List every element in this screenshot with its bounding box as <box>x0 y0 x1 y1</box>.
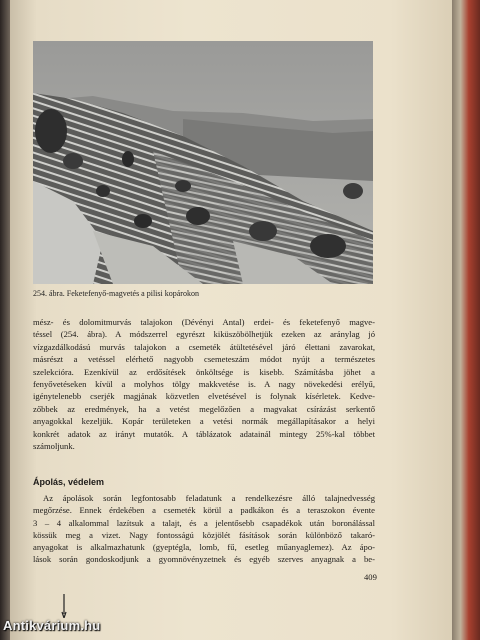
figure-caption: 254. ábra. Feketefenyő-magvetés a pilisi kopárokon <box>33 289 199 298</box>
paragraph-line: fenyővetéseken kívül a molyhos tölgy makkvetése is. A nagy növekedési erélyű, <box>33 379 375 390</box>
paragraph-line: igénytelenebb cserjék magjának közvetlen elvetésével is folynak kísérletek. Kedve- <box>33 391 375 402</box>
watermark: Antikvárium.hu <box>3 618 101 633</box>
paragraph-line: lások során gondoskodjunk a gyomnövényzetnek és egyéb szerves anyagnak a be- <box>33 554 375 565</box>
paragraph-1 <box>33 316 375 452</box>
paragraph-line: Az ápolások során legfontosabb feladatunk a rendelkezésre álló talajnedvesség <box>43 493 375 503</box>
page-number: 409 <box>364 572 377 582</box>
section-heading: Ápolás, védelem <box>33 477 105 487</box>
paragraph-line: 3 – 4 alkalommal lazítsuk a talajt, és a jelentősebb csapadékok után boronálással <box>33 517 375 528</box>
paragraph-line: zőbbek az eredmények, ha a vetést megelőzően a magvakat csírázást serkentő <box>33 403 375 414</box>
paragraph-line: anyagokat is alkalmazhatunk (gyeptégla, lomb, fű, esetleg műanyaglemez). Az ápo- <box>33 542 375 553</box>
paragraph-line: anyagokkal kezeljük. Kopár területeken a vetési normák megállapításakor a helyi <box>33 416 375 427</box>
paragraph-line: számoljunk. <box>33 441 75 452</box>
paragraph-line: vízgazdálkodású murvás talajokon a csemeték átültetésével járó élettani zavarokat, <box>33 341 375 352</box>
paragraph-line: konkrét adatok az irányt mutatók. A táblázatok adatainál mintegy 25%-kal többet <box>33 428 375 439</box>
paragraph-line: mész- és dolomitmurvás talajokon (Dévényi Antal) erdei- és feketefenyő magve- <box>33 317 375 327</box>
paragraph-2 <box>33 492 375 566</box>
pencil-mark-icon <box>61 594 67 618</box>
paragraph-line: téssel (254. ábra). A módszerrel egyrészt kiküszöbölhetjük ezeken az aránylag jó <box>33 329 375 340</box>
paragraph-line: másrészt a vetéssel elérhető nagyobb csemeteszám módot nyújt a természetes <box>33 354 375 365</box>
paragraph-line: megőrzése. Ennek érdekében a csemeték körül a padkákon és a teraszokon évente <box>33 505 375 516</box>
figure-photo <box>33 41 373 284</box>
page-edge <box>452 0 480 640</box>
paragraph-line: kössük meg a vizet. Nagy fontosságú közjölét fásítások során különböző takaró- <box>33 529 375 540</box>
paragraph-line: szelekcióra. Ezenkívül az erdősítések önköltsége is kisebb. Számításba jöhet a <box>33 366 375 377</box>
